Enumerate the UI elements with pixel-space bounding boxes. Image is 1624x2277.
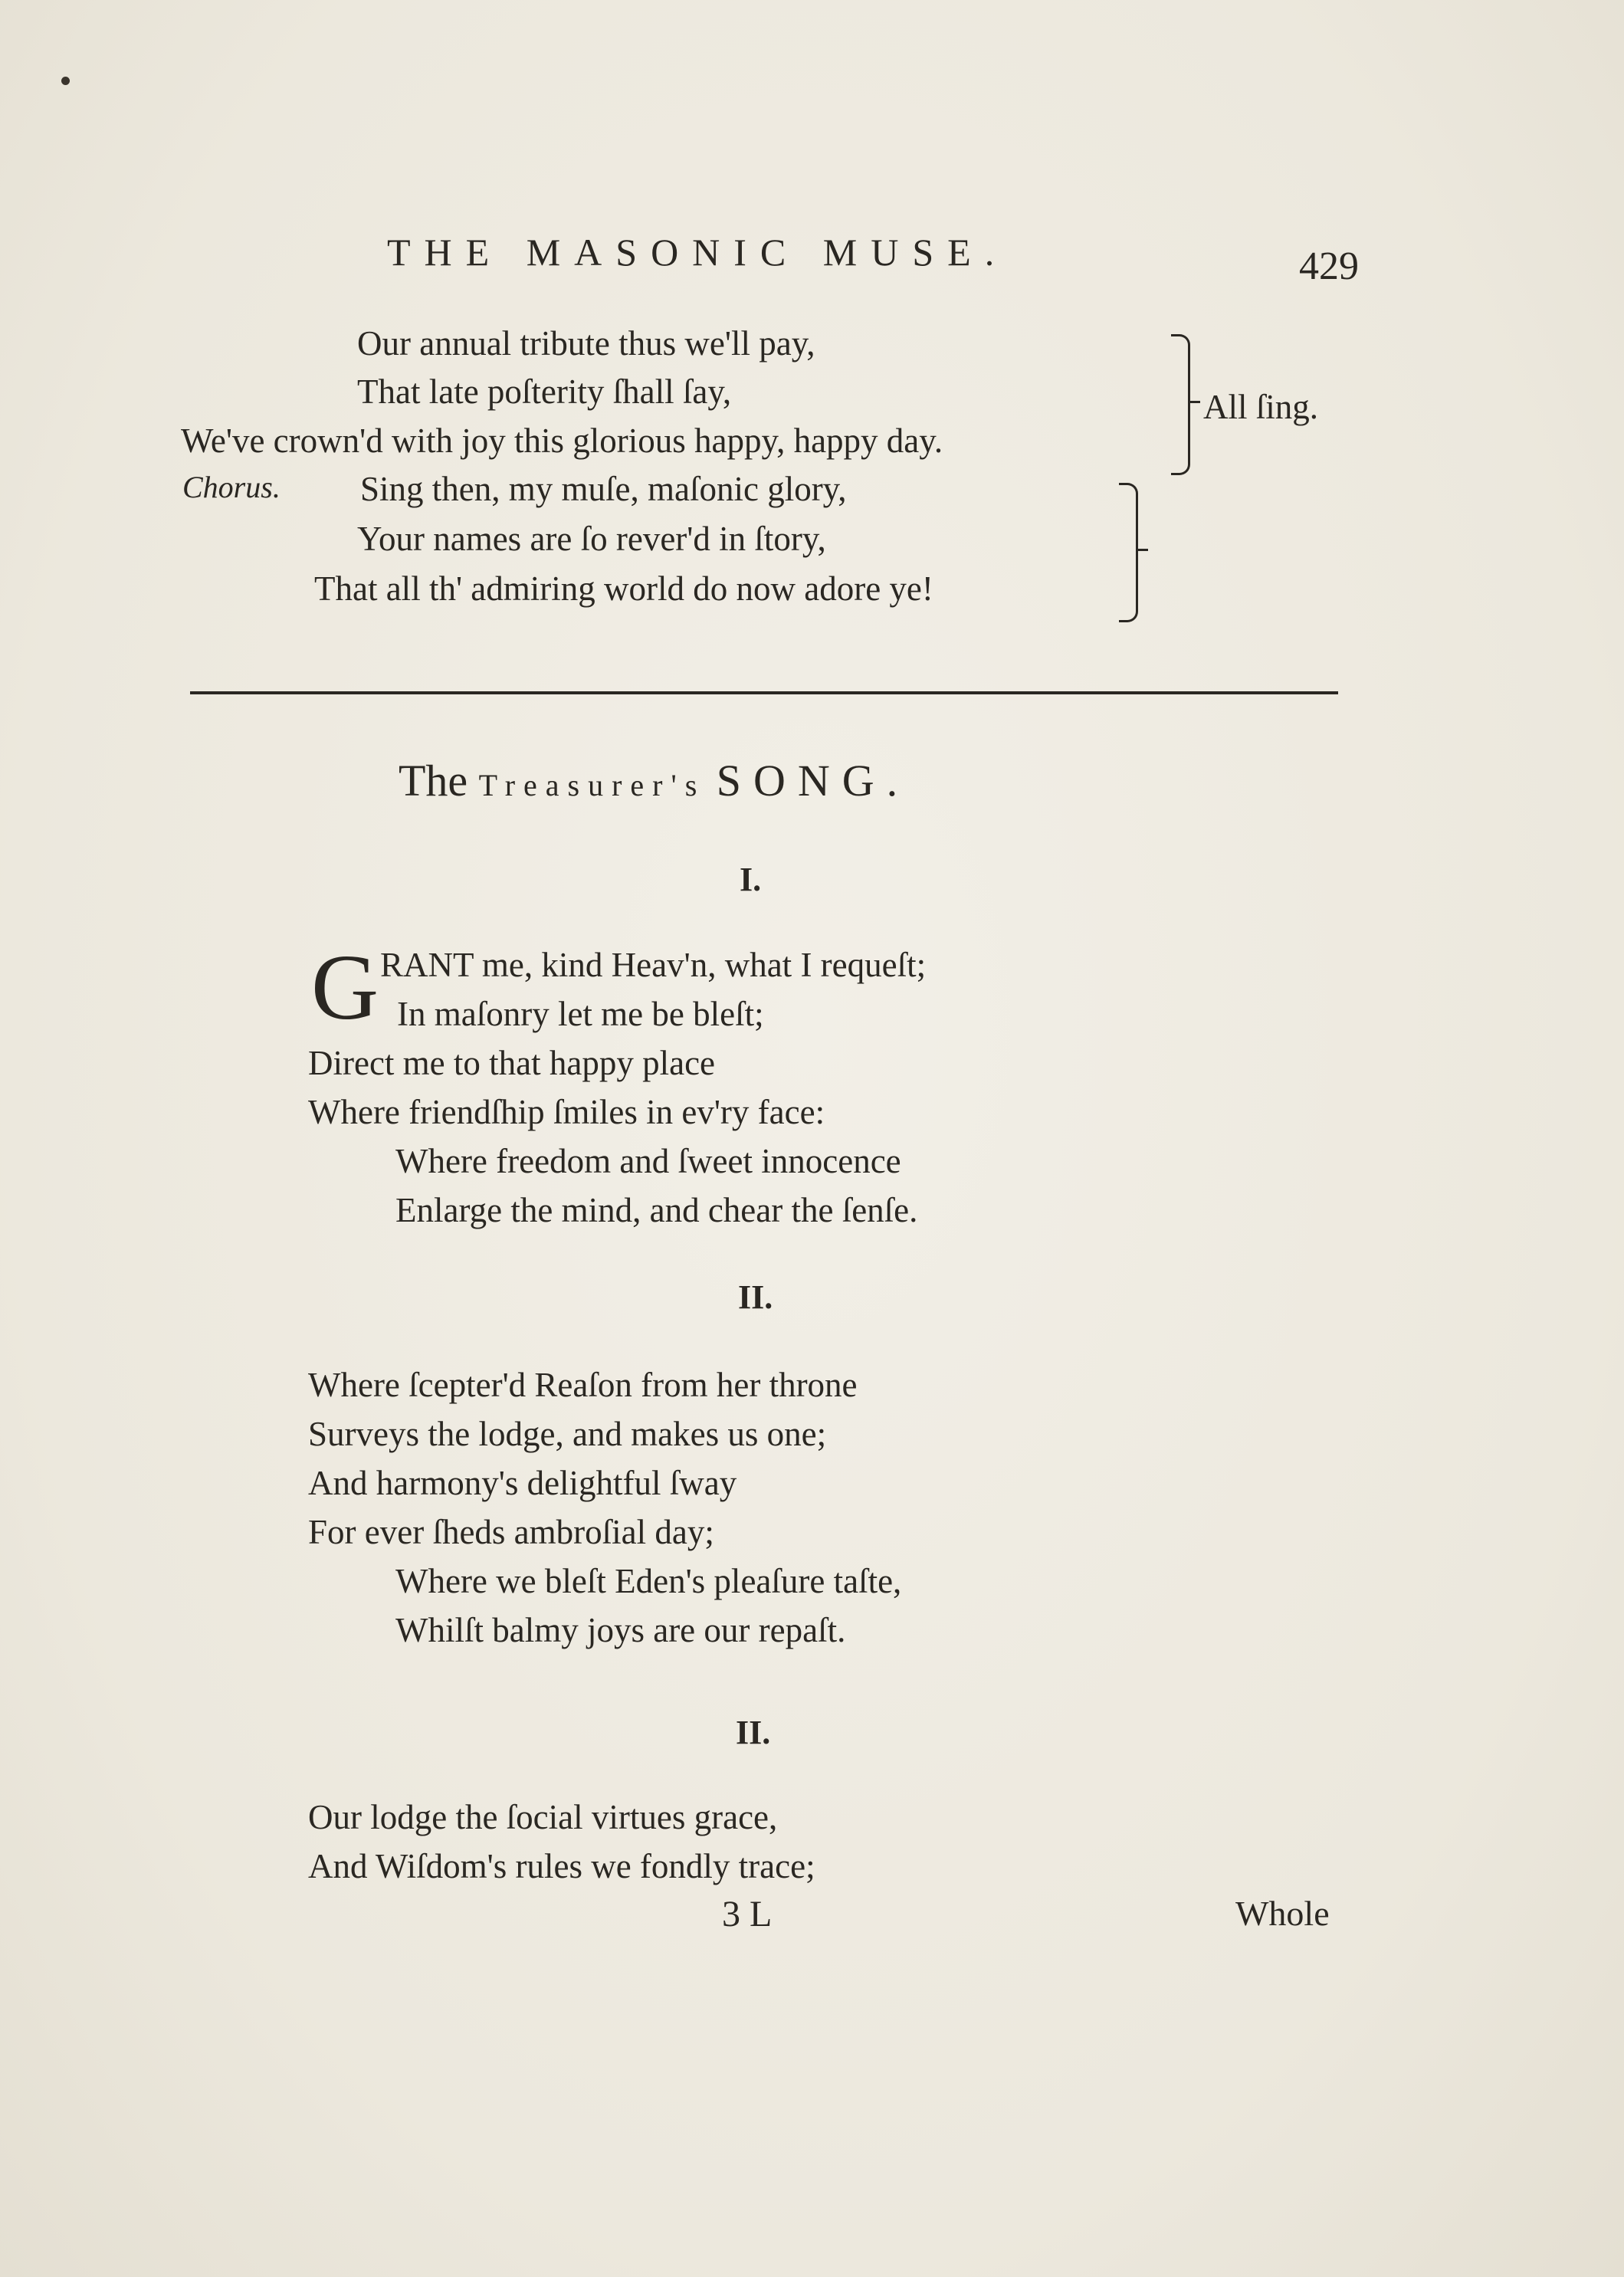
song-title: [399, 755, 910, 806]
stanza-line: Surveys the lodge, and makes us one;: [308, 1415, 827, 1453]
stanza-line: In maſonry let me be bleſt;: [397, 995, 764, 1033]
stanza-line: For ever ſheds ambroſial day;: [308, 1513, 714, 1551]
chorus-line: Your names are ſo rever'd in ſtory,: [357, 520, 826, 558]
brace-point: [1188, 401, 1200, 403]
song-title-prefix: The: [399, 756, 468, 805]
ink-speck: [61, 77, 70, 85]
brace: [1171, 334, 1190, 475]
stanza-line: Where freedom and ſweet innocence: [395, 1142, 901, 1180]
stanza-number: I.: [740, 861, 762, 898]
verse-line: Our annual tribute thus we'll pay,: [357, 324, 815, 363]
stanza-line: And harmony's delightful ſway: [308, 1464, 737, 1502]
stanza-line: Where friendſhip ſmiles in ev'ry face:: [308, 1093, 825, 1131]
bracket-note: All ſing.: [1203, 388, 1319, 426]
page-number: 429: [1299, 244, 1359, 288]
verse-line: We've crown'd with joy this glorious happy, happy day.: [181, 422, 943, 460]
stanza-line: Whilſt balmy joys are our repaſt.: [395, 1611, 846, 1649]
chorus-line: That all th' admiring world do now adore ye!: [314, 569, 933, 608]
stanza-line: And Wiſdom's rules we fondly trace;: [308, 1847, 815, 1885]
song-title-smallcaps: Treasurer's: [478, 768, 706, 802]
stanza-number: II.: [738, 1278, 773, 1316]
drop-cap: G: [311, 936, 379, 1039]
signature-mark: 3 L: [722, 1894, 773, 1934]
brace-point: [1136, 549, 1148, 551]
stanza-line: Direct me to that happy place: [308, 1044, 716, 1082]
stanza-line: Where we bleſt Eden's pleaſure taſte,: [395, 1562, 902, 1600]
chorus-line: Sing then, my muſe, maſonic glory,: [360, 470, 847, 508]
section-rule: [190, 691, 1338, 694]
verse-line: That late poſterity ſhall ſay,: [357, 372, 732, 411]
chorus-label: Chorus.: [182, 470, 281, 504]
song-title-caps: SONG.: [716, 756, 910, 805]
stanza-line: Enlarge the mind, and chear the ſenſe.: [395, 1191, 918, 1229]
stanza-line: Where ſcepter'd Reaſon from her throne: [308, 1366, 858, 1404]
running-title: THE MASONIC MUSE.: [387, 231, 1009, 274]
stanza-number: II.: [736, 1714, 771, 1751]
stanza-line: Our lodge the ſocial virtues grace,: [308, 1798, 778, 1836]
stanza-line: RANT me, kind Heav'n, what I requeſt;: [380, 946, 927, 984]
brace: [1119, 483, 1138, 622]
catchword: Whole: [1235, 1894, 1330, 1933]
